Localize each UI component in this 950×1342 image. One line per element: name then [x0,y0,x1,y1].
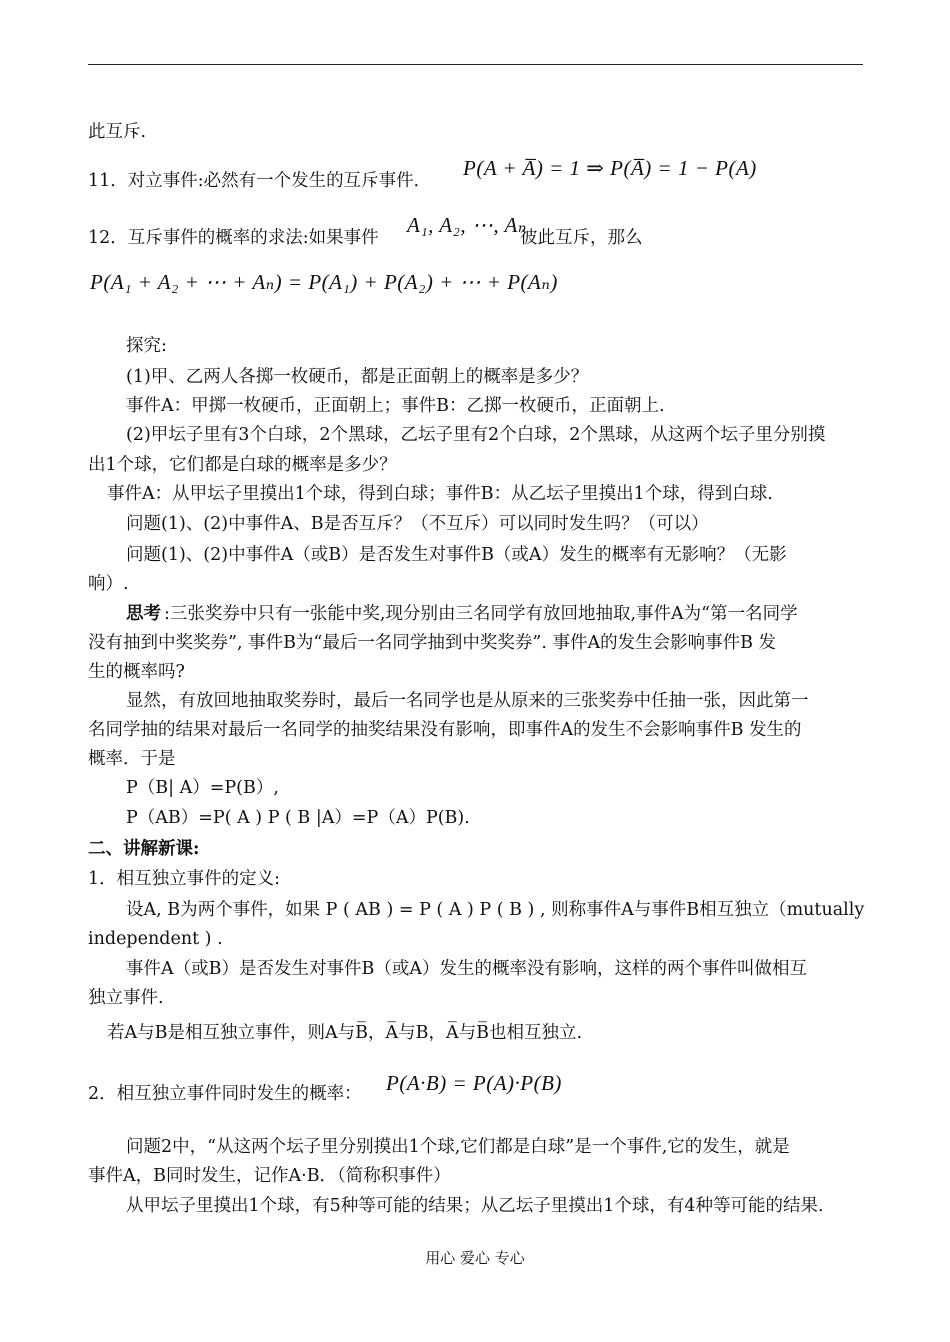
text-line: 事件A：甲掷一枚硬币，正面朝上；事件B：乙掷一枚硬币，正面朝上. [126,396,665,416]
text-line: 概率．于是 [88,749,176,769]
text-line: P（AB）=P( A ) P ( B |A）=P（A）P(B). [126,808,470,828]
text-line: P（B| A）=P(B）, [126,778,279,798]
section-heading: 二、讲解新课: [88,839,200,859]
text-line: 1．相互独立事件的定义: [88,869,281,889]
text-line: 没有抽到中奖奖券”, 事件B为“最后一名同学抽到中奖奖券”. 事件A的发生会影响事件B 发 [88,633,777,653]
text-line: 名同学抽的结果对最后一名同学的抽奖结果没有影响，即事件A的发生不会影响事件B 发生的 [88,720,802,740]
text-line: 设A, B为两个事件，如果 P ( AB ) = P ( A ) P ( B ) , 则称事件A与事件B相互独立（mutually [126,900,865,920]
text-line: 此互斥. [88,122,147,142]
text-line: 出1个球，它们都是白球的概率是多少？ [88,455,397,475]
text-line: 从甲坛子里摸出1个球，有5种等可能的结果；从乙坛子里摸出1个球，有4种等可能的结果. [126,1196,824,1216]
text-line: 独立事件. [88,988,164,1008]
text-line: 彼此互斥，那么 [520,228,643,248]
text-line: 显然，有放回地抽取奖券时，最后一名同学也是从原来的三张奖券中任抽一张，因此第一 [126,691,809,711]
formula-sum: P(A₁ + A₂ + ⋯ + Aₙ) = P(A₁) + P(A₂) + ⋯ + P(Aₙ) [90,270,558,294]
text-line: (2)甲坛子里有3个白球，2个黑球，乙坛子里有2个白球，2个黑球，从这两个坛子里分别摸 [126,425,826,445]
formula-events: A₁, A₂, ⋯, Aₙ [407,213,527,237]
text-line: 生的概率吗? [88,662,185,682]
text-line: 探究: [126,336,167,356]
text-line: 11．对立事件:必然有一个发生的互斥事件． [88,171,432,191]
text-line: (1)甲、乙两人各掷一枚硬币，都是正面朝上的概率是多少？ [126,367,589,387]
text-line: 问题(1)、(2)中事件A、B是否互斥？（不互斥）可以同时发生吗？（可以） [126,514,709,534]
text-line: 事件A：从甲坛子里摸出1个球，得到白球；事件B：从乙坛子里摸出1个球，得到白球. [107,484,773,504]
text-line: independent ) . [88,929,223,949]
header-rule [88,64,863,65]
text-line: 12．互斥事件的概率的求法:如果事件 [88,228,379,248]
text-line: :三张奖券中只有一张能中奖,现分别由三名同学有放回地抽取,事件A为“第一名同学 [164,604,798,624]
text-line: 响）. [88,574,129,594]
formula-complement: P(A + A̅) = 1 ⇒ P(A̅) = 1 − P(A) [463,156,757,180]
text-line: 事件A（或B）是否发生对事件B（或A）发生的概率没有影响，这样的两个事件叫做相互 [126,959,807,979]
text-line: 事件A，B同时发生，记作A·B．（简称积事件） [88,1166,451,1186]
text-line: 问题(1)、(2)中事件A（或B）是否发生对事件B（或A）发生的概率有无影响？（无影 [126,545,787,565]
page-footer: 用心 爱心 专心 [425,1249,525,1267]
think-label: 思考 [126,604,161,624]
text-line: 若A与B是相互独立事件，则A与B̅，A̅与B，A̅与B̅也相互独立. [107,1023,583,1043]
text-line: 2．相互独立事件同时发生的概率： [88,1084,362,1104]
formula-product: P(A·B) = P(A)·P(B) [386,1071,562,1095]
text-line: 问题2中，“从这两个坛子里分别摸出1个球,它们都是白球”是一个事件,它的发生，就是 [126,1137,790,1157]
